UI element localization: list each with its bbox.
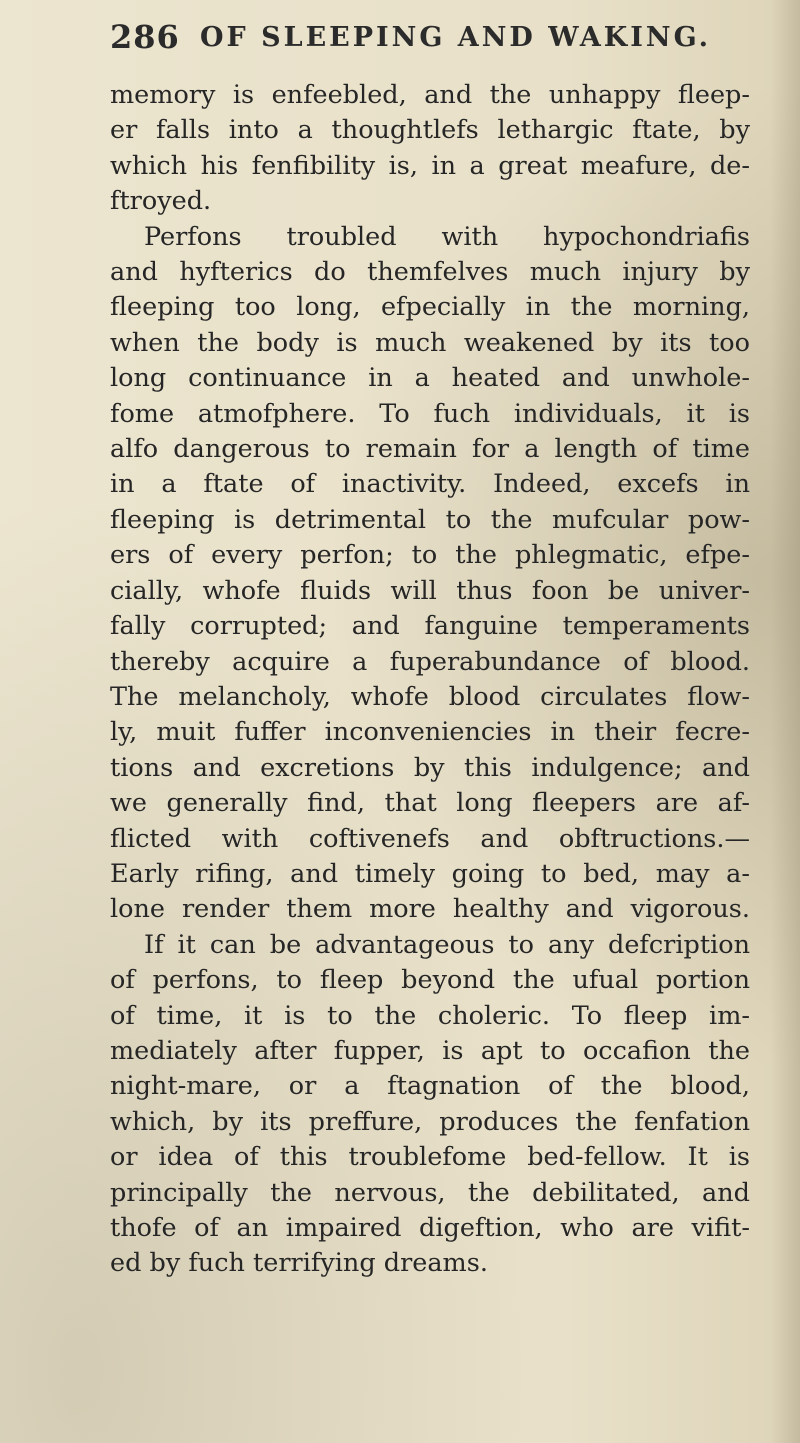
page-number: 286 [110,18,180,56]
text-line: and hyfterics do themfelves much injury by [110,257,750,288]
text-line: fome atmofphere. To fuch individuals, it is [110,398,750,429]
text-line: in a ftate of inactivity. Indeed, excefs in [110,469,750,500]
text-line: ly, muit fuffer inconveniencies in their fecre- [110,717,750,748]
text-line: fleeping too long, efpecially in the morning, [110,292,750,323]
text-line: of time, it is to the choleric. To fleep im- [110,1000,750,1031]
text-line: which, by its preffure, produces the fenfation [110,1106,750,1137]
page-edge-shadow [770,0,800,1443]
text-line: Perfons troubled with hypochondriafis [144,221,750,252]
text-line: flicted with coftivenefs and obftructions.— [110,823,750,854]
running-head: OF SLEEPING AND WAKING. [200,22,712,53]
text-line: night-mare, or a ftagnation of the blood, [110,1071,750,1102]
text-line: we generally find, that long fleepers are af- [110,788,750,819]
text-line: ers of every perfon; to the phlegmatic, efpe- [110,540,750,571]
text-line: thofe of an impaired digeftion, who are vifit- [110,1213,750,1243]
text-line: or idea of this troublefome bed-fellow. It is [110,1142,750,1173]
text-line: tions and excretions by this indulgence; and [110,752,750,783]
text-line: principally the nervous, the debilitated, and [110,1177,750,1208]
text-line: thereby acquire a fuperabundance of blood. [110,646,750,677]
text-line: ftroyed. [110,186,212,217]
text-line: lone render them more healthy and vigorous. [110,894,750,925]
text-line: when the body is much weakened by its too [110,327,750,358]
text-line: The melancholy, whofe blood circulates flow- [110,681,750,712]
body-text [110,78,750,1282]
text-line: fally corrupted; and fanguine temperaments [110,611,750,642]
text-line: cially, whofe fluids will thus foon be univer- [110,575,750,606]
text-line: mediately after fupper, is apt to occafion the [110,1035,750,1066]
text-line: long continuance in a heated and unwhole- [110,363,750,394]
text-line: which his fenfibility is, in a great meafure, de- [110,150,750,181]
page-header [110,18,730,62]
text-line: alfo dangerous to remain for a length of time [110,434,750,465]
text-line: If it can be advantageous to any defcription [144,929,750,960]
text-line: of perfons, to fleep beyond the ufual portion [110,965,750,996]
text-line: fleeping is detrimental to the mufcular pow- [110,504,750,535]
text-line: er falls into a thoughtlefs lethargic ftate, by [110,115,750,146]
text-line: Early rifing, and timely going to bed, may a- [110,858,750,889]
text-line: memory is enfeebled, and the unhappy fleep- [110,80,750,110]
text-line: ed by fuch terrifying dreams. [110,1248,488,1279]
